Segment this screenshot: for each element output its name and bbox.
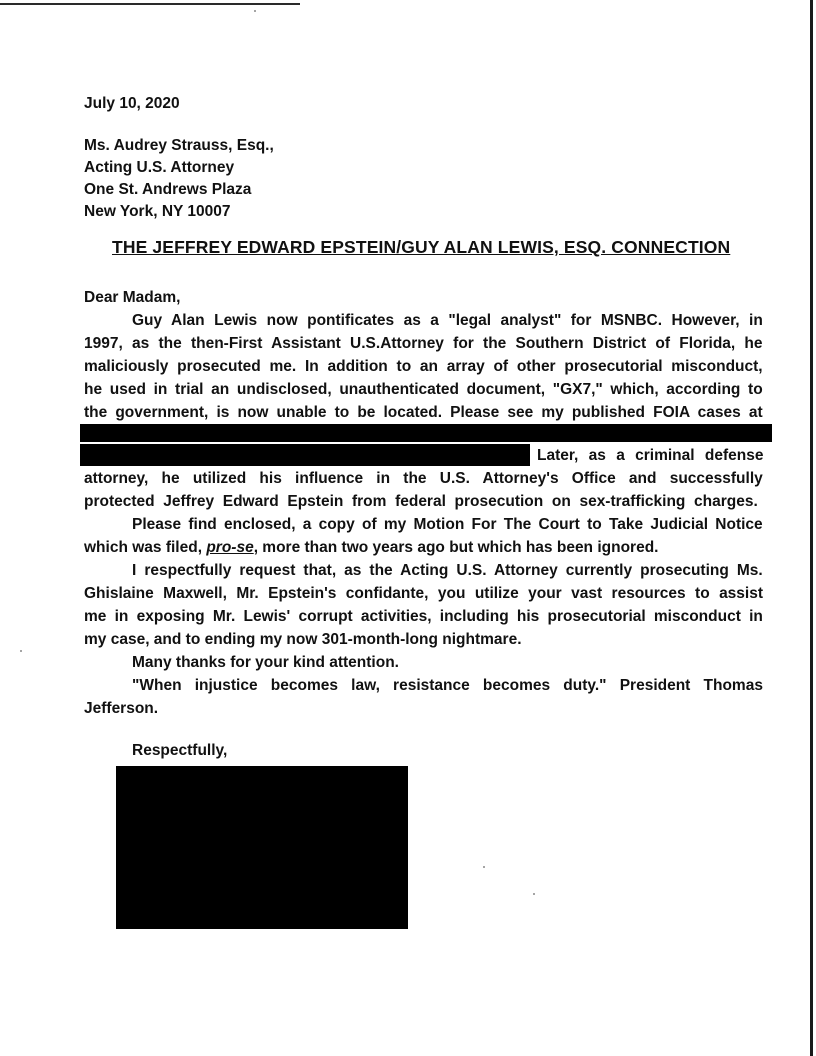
- body-line: my case, and to ending my now 301-month-long nightmare.: [84, 631, 522, 648]
- body-line: Please find enclosed, a copy of my Motion For The Court to Take Judicial Notice: [132, 516, 763, 533]
- salutation: Dear Madam,: [84, 289, 181, 306]
- text-segment: which was filed,: [84, 539, 207, 556]
- scan-speck: [254, 10, 256, 12]
- recipient-name: Ms. Audrey Strauss, Esq.,: [84, 137, 274, 154]
- scan-artifact-line: [0, 3, 300, 5]
- text-segment: , more than two years ago but which has been ignored.: [253, 539, 659, 556]
- scan-speck: [483, 866, 485, 868]
- emphasized-text: pro-se: [206, 539, 254, 556]
- body-line: he used in trial an undisclosed, unauthenticated document, "GX7," which, according to: [84, 381, 763, 398]
- scan-speck: [533, 893, 535, 895]
- body-line: the government, is now unable to be located. Please see my published FOIA cases at: [84, 404, 763, 421]
- body-line: Later, as a criminal defense: [537, 447, 764, 464]
- letter-date: July 10, 2020: [84, 95, 180, 112]
- recipient-city: New York, NY 10007: [84, 203, 231, 220]
- body-line: "When injustice becomes law, resistance becomes duty." President Thomas: [132, 677, 763, 694]
- recipient-street: One St. Andrews Plaza: [84, 181, 252, 198]
- body-line: I respectfully request that, as the Acting U.S. Attorney currently prosecuting Ms.: [132, 562, 763, 579]
- body-line: me in exposing Mr. Lewis' corrupt activities, including his prosecutorial misconduct in: [84, 608, 763, 625]
- body-line: protected Jeffrey Edward Epstein from federal prosecution on sex-trafficking charges.: [84, 493, 758, 510]
- scan-edge-shadow: [810, 0, 813, 1056]
- closing: Respectfully,: [132, 742, 228, 759]
- redaction-bar: [80, 424, 772, 442]
- signature-redaction: [116, 766, 408, 929]
- body-line: Guy Alan Lewis now pontificates as a "legal analyst" for MSNBC. However, in: [132, 312, 763, 329]
- recipient-title: Acting U.S. Attorney: [84, 159, 235, 176]
- body-line: [84, 538, 658, 558]
- body-line: 1997, as the then-First Assistant U.S.Attorney for the Southern District of Florida, he: [84, 335, 763, 352]
- body-line: Jefferson.: [84, 700, 159, 717]
- body-line: maliciously prosecuted me. In addition to an array of other prosecutorial misconduct,: [84, 358, 763, 375]
- paragraph-4: Many thanks for your kind attention.: [132, 654, 399, 671]
- letter-title: THE JEFFREY EDWARD EPSTEIN/GUY ALAN LEWIS, ESQ. CONNECTION: [112, 237, 731, 257]
- body-line: attorney, he utilized his influence in the U.S. Attorney's Office and successfully: [84, 470, 763, 487]
- redaction-bar: [80, 444, 530, 466]
- scan-speck: [20, 650, 22, 652]
- body-line: Ghislaine Maxwell, Mr. Epstein's confidante, you utilize your vast resources to assist: [84, 585, 764, 602]
